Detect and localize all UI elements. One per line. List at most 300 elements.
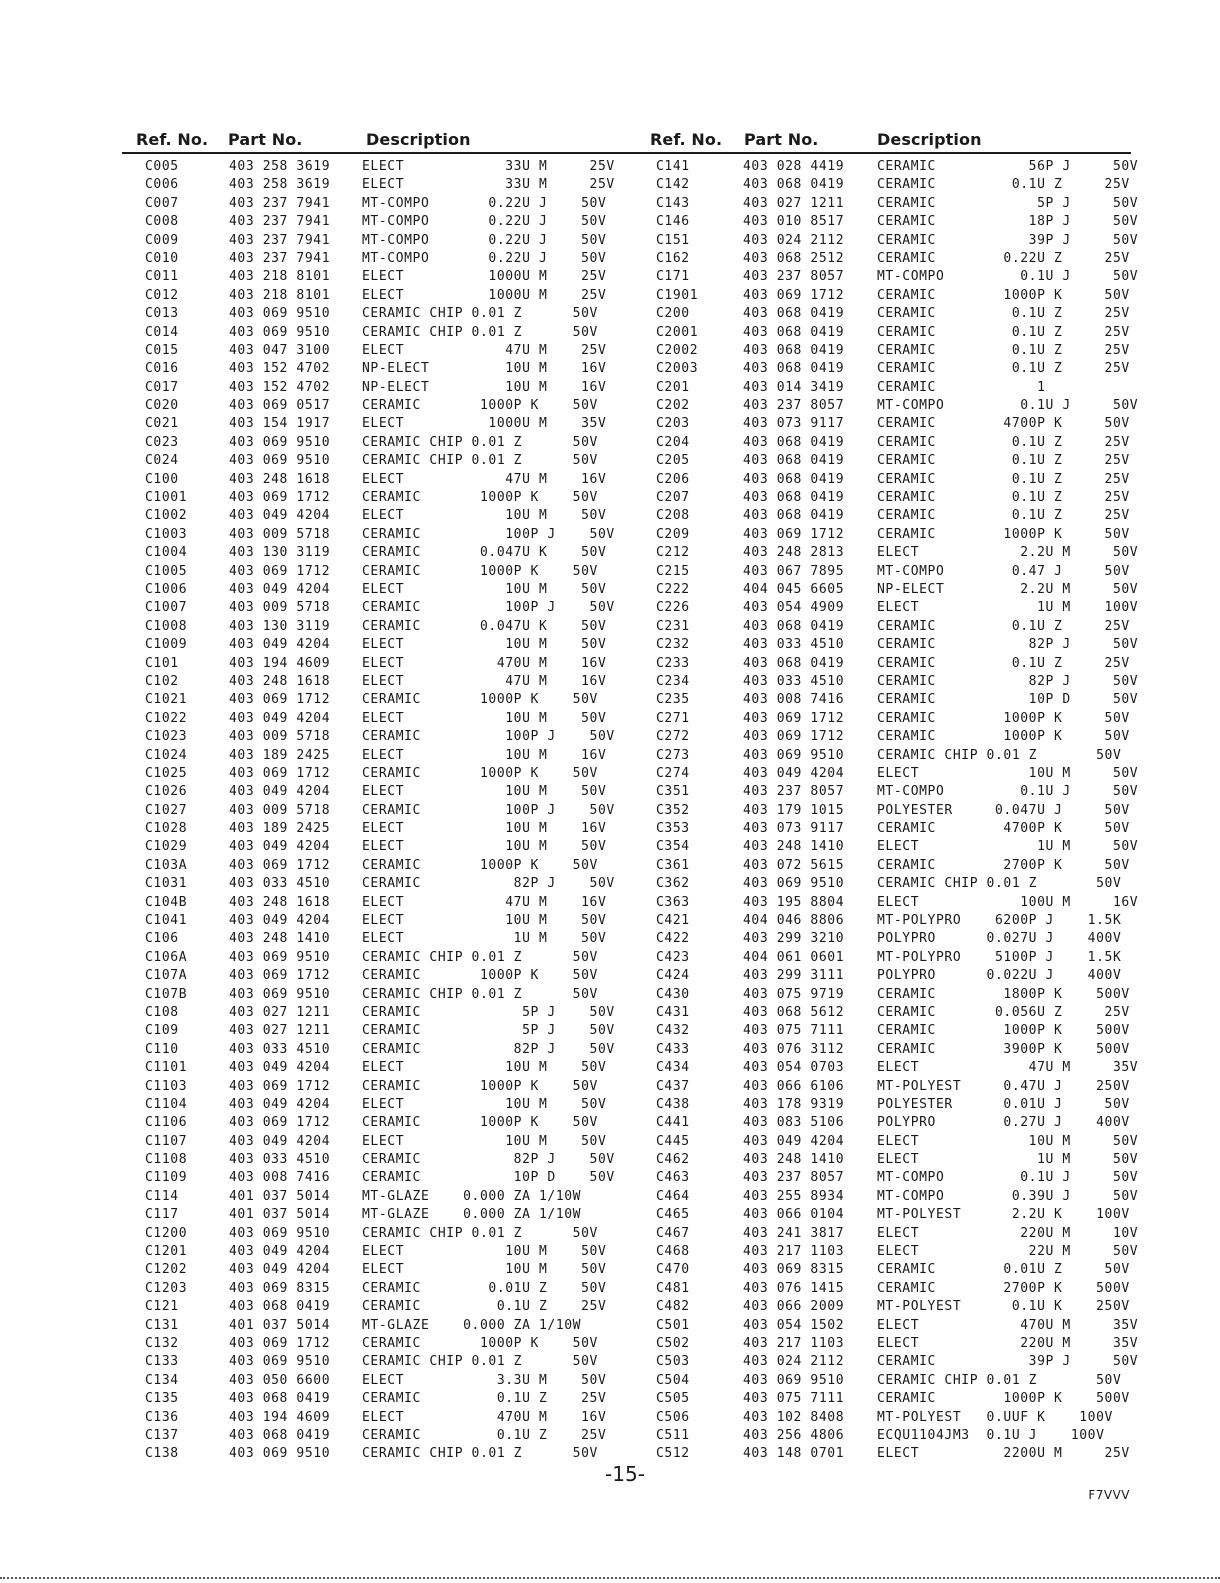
ref-no-cell: C134 bbox=[145, 1372, 179, 1388]
ref-no-cell: C422 bbox=[656, 931, 690, 947]
ref-no-cell: C1001 bbox=[145, 490, 188, 506]
part-no-cell: 403 024 2112 bbox=[743, 1354, 845, 1370]
description-cell: ELECT 10U M 16V bbox=[362, 747, 607, 763]
part-no-cell: 403 068 0419 bbox=[743, 508, 845, 524]
description-cell: MT-COMPO 0.1U J 50V bbox=[877, 269, 1139, 285]
part-no-cell: 403 067 7895 bbox=[743, 563, 845, 579]
part-no-cell: 403 195 8804 bbox=[743, 894, 845, 910]
ref-no-cell: C121 bbox=[145, 1299, 179, 1315]
part-no-cell: 403 178 9319 bbox=[743, 1096, 845, 1112]
part-no-cell: 403 008 7416 bbox=[743, 692, 845, 708]
ref-no-cell: C438 bbox=[656, 1096, 690, 1112]
ref-no-cell: C465 bbox=[656, 1207, 690, 1223]
ref-no-cell: C1203 bbox=[145, 1280, 188, 1296]
ref-no-cell: C481 bbox=[656, 1280, 690, 1296]
ref-no-cell: C021 bbox=[145, 416, 179, 432]
ref-no-cell: C110 bbox=[145, 1041, 179, 1057]
description-cell: CERAMIC 1 bbox=[877, 379, 1046, 395]
part-no-cell: 401 037 5014 bbox=[229, 1207, 331, 1223]
description-cell: CERAMIC 82P J 50V bbox=[362, 876, 615, 892]
description-cell: CERAMIC 100P J 50V bbox=[362, 729, 615, 745]
description-cell: CERAMIC 5P J 50V bbox=[362, 1023, 615, 1039]
description-cell: MT-COMPO 0.22U J 50V bbox=[362, 214, 607, 230]
description-cell: MT-GLAZE 0.000 ZA 1/10W bbox=[362, 1207, 582, 1223]
description-cell: POLYESTER 0.01U J 50V bbox=[877, 1096, 1130, 1112]
part-no-cell: 403 237 8057 bbox=[743, 269, 845, 285]
description-cell: MT-COMPO 0.22U J 50V bbox=[362, 195, 607, 211]
ref-no-cell: C117 bbox=[145, 1207, 179, 1223]
part-no-cell: 403 028 4419 bbox=[743, 159, 845, 174]
part-no-cell: 403 237 7941 bbox=[229, 214, 331, 230]
description-cell: NP-ELECT 10U M 16V bbox=[362, 379, 607, 395]
description-cell: CERAMIC 0.22U Z 25V bbox=[877, 250, 1130, 266]
part-no-cell: 403 241 3817 bbox=[743, 1225, 845, 1241]
ref-no-cell: C273 bbox=[656, 747, 690, 763]
part-no-cell: 403 068 5612 bbox=[743, 1004, 845, 1020]
description-cell: CERAMIC CHIP 0.01 Z 50V bbox=[877, 876, 1122, 892]
part-no-cell: 403 069 9510 bbox=[743, 876, 845, 892]
ref-no-cell: C208 bbox=[656, 508, 690, 524]
description-cell: ELECT 10U M 50V bbox=[362, 1060, 607, 1076]
part-no-cell: 403 237 7941 bbox=[229, 195, 331, 211]
part-no-cell: 403 069 9510 bbox=[229, 434, 331, 450]
part-no-cell: 403 237 8057 bbox=[743, 784, 845, 800]
description-cell: ELECT 33U M 25V bbox=[362, 177, 615, 193]
ref-no-cell: C232 bbox=[656, 637, 690, 653]
ref-no-cell: C1006 bbox=[145, 581, 188, 597]
ref-no-cell: C2003 bbox=[656, 361, 699, 377]
ref-no-cell: C226 bbox=[656, 600, 690, 616]
part-no-cell: 403 049 4204 bbox=[229, 508, 331, 524]
description-cell: CERAMIC 1000P K 50V bbox=[362, 563, 598, 579]
ref-no-cell: C351 bbox=[656, 784, 690, 800]
ref-no-cell: C235 bbox=[656, 692, 690, 708]
part-no-cell: 403 068 0419 bbox=[229, 1427, 331, 1443]
description-cell: CERAMIC 10P D 50V bbox=[362, 1170, 615, 1186]
ref-no-cell: C421 bbox=[656, 913, 690, 929]
ref-no-cell: C274 bbox=[656, 765, 690, 781]
part-no-cell: 401 037 5014 bbox=[229, 1188, 331, 1204]
part-no-cell: 403 069 8315 bbox=[229, 1280, 331, 1296]
description-cell: ELECT 10U M 50V bbox=[362, 1133, 607, 1149]
part-no-cell: 403 009 5718 bbox=[229, 802, 331, 818]
header-rule bbox=[122, 152, 1131, 154]
description-cell: ELECT 3.3U M 50V bbox=[362, 1372, 607, 1388]
description-cell: ELECT 470U M 35V bbox=[877, 1317, 1139, 1333]
ref-no-cell: C024 bbox=[145, 453, 179, 469]
part-no-cell: 403 069 0517 bbox=[229, 398, 331, 414]
part-no-cell: 403 299 3111 bbox=[743, 968, 845, 984]
part-no-cell: 403 069 9510 bbox=[229, 306, 331, 322]
ref-no-cell: C423 bbox=[656, 949, 690, 965]
description-cell: ELECT 47U M 16V bbox=[362, 471, 607, 487]
ref-no-cell: C108 bbox=[145, 1004, 179, 1020]
part-no-cell: 403 009 5718 bbox=[229, 526, 331, 542]
ref-no-cell: C1106 bbox=[145, 1115, 188, 1131]
ref-no-cell: C009 bbox=[145, 232, 179, 248]
ref-no-cell: C271 bbox=[656, 710, 690, 726]
part-no-cell: 403 083 5106 bbox=[743, 1115, 845, 1131]
part-no-cell: 403 027 1211 bbox=[229, 1023, 331, 1039]
ref-no-cell: C114 bbox=[145, 1188, 179, 1204]
ref-no-cell: C464 bbox=[656, 1188, 690, 1204]
description-cell: CERAMIC CHIP 0.01 Z 50V bbox=[362, 949, 598, 965]
ref-no-cell: C135 bbox=[145, 1391, 179, 1407]
part-no-cell: 403 152 4702 bbox=[229, 361, 331, 377]
description-cell: CERAMIC 0.1U Z 25V bbox=[877, 453, 1130, 469]
ref-no-cell: C462 bbox=[656, 1152, 690, 1168]
ref-no-cell: C1024 bbox=[145, 747, 188, 763]
description-cell: CERAMIC 1000P K 50V bbox=[362, 1336, 598, 1351]
part-no-cell: 403 027 1211 bbox=[743, 195, 845, 211]
description-cell: CERAMIC 3900P K 500V bbox=[877, 1041, 1130, 1057]
description-cell: MT-COMPO 0.1U J 50V bbox=[877, 398, 1139, 414]
ref-no-cell: C424 bbox=[656, 968, 690, 984]
ref-no-cell: C1005 bbox=[145, 563, 188, 579]
ref-no-cell: C431 bbox=[656, 1004, 690, 1020]
description-cell: CERAMIC CHIP 0.01 Z 50V bbox=[362, 1446, 598, 1462]
ref-no-cell: C212 bbox=[656, 545, 690, 561]
ref-no-cell: C1202 bbox=[145, 1262, 188, 1278]
part-no-cell: 403 069 1712 bbox=[229, 1078, 331, 1094]
description-cell: CERAMIC 1000P K 50V bbox=[877, 287, 1130, 303]
ref-no-cell: C1109 bbox=[145, 1170, 188, 1186]
part-no-cell: 403 010 8517 bbox=[743, 214, 845, 230]
ref-no-cell: C011 bbox=[145, 269, 179, 285]
ref-no-cell: C138 bbox=[145, 1446, 179, 1462]
model-code: F7VVV bbox=[1088, 1488, 1130, 1502]
ref-no-cell: C354 bbox=[656, 839, 690, 855]
ref-no-cell: C1029 bbox=[145, 839, 188, 855]
ref-no-cell: C506 bbox=[656, 1409, 690, 1425]
description-cell: ELECT 22U M 50V bbox=[877, 1244, 1139, 1260]
part-no-cell: 403 068 2512 bbox=[743, 250, 845, 266]
part-no-cell: 403 049 4204 bbox=[229, 839, 331, 855]
part-no-cell: 403 069 9510 bbox=[229, 949, 331, 965]
description-cell: CERAMIC 5P J 50V bbox=[877, 195, 1139, 211]
description-cell: MT-GLAZE 0.000 ZA 1/10W bbox=[362, 1188, 582, 1204]
description-cell: CERAMIC 0.1U Z 25V bbox=[877, 361, 1130, 377]
description-cell: NP-ELECT 10U M 16V bbox=[362, 361, 607, 377]
header-part-no-left: Part No. bbox=[228, 130, 303, 149]
part-no-cell: 403 069 1712 bbox=[743, 526, 845, 542]
part-no-cell: 403 069 8315 bbox=[743, 1262, 845, 1278]
part-no-cell: 403 069 9510 bbox=[229, 1446, 331, 1462]
description-cell: ELECT 1000U M 25V bbox=[362, 269, 607, 285]
description-cell: CERAMIC CHIP 0.01 Z 50V bbox=[362, 1225, 598, 1241]
ref-no-cell: C106A bbox=[145, 949, 188, 965]
part-no-cell: 403 054 1502 bbox=[743, 1317, 845, 1333]
description-cell: CERAMIC 0.1U Z 25V bbox=[877, 618, 1130, 634]
ref-no-cell: C222 bbox=[656, 581, 690, 597]
part-no-cell: 403 130 3119 bbox=[229, 618, 331, 634]
description-cell: MT-POLYEST 0.1U K 250V bbox=[877, 1299, 1130, 1315]
ref-no-cell: C1004 bbox=[145, 545, 188, 561]
description-cell: CERAMIC 18P J 50V bbox=[877, 214, 1139, 230]
part-no-cell: 403 009 5718 bbox=[229, 600, 331, 616]
description-cell: POLYPRO 0.27U J 400V bbox=[877, 1115, 1130, 1131]
description-cell: ELECT 10U M 50V bbox=[877, 1133, 1139, 1149]
ref-no-cell: C006 bbox=[145, 177, 179, 193]
part-no-cell: 403 189 2425 bbox=[229, 821, 331, 837]
description-cell: ELECT 100U M 16V bbox=[877, 894, 1139, 910]
ref-no-cell: C141 bbox=[656, 159, 690, 174]
description-cell: MT-POLYEST 2.2U K 100V bbox=[877, 1207, 1130, 1223]
part-no-cell: 403 217 1103 bbox=[743, 1336, 845, 1351]
part-no-cell: 403 258 3619 bbox=[229, 159, 331, 174]
part-no-cell: 403 069 9510 bbox=[229, 324, 331, 340]
description-cell: MT-COMPO 0.47 J 50V bbox=[877, 563, 1130, 579]
part-no-cell: 403 068 0419 bbox=[743, 490, 845, 506]
description-cell: MT-GLAZE 0.000 ZA 1/10W bbox=[362, 1317, 582, 1333]
part-no-cell: 403 033 4510 bbox=[229, 1041, 331, 1057]
description-cell: CERAMIC 2700P K 50V bbox=[877, 857, 1130, 873]
ref-no-cell: C1101 bbox=[145, 1060, 188, 1076]
part-no-cell: 403 217 1103 bbox=[743, 1244, 845, 1260]
part-no-cell: 403 069 1712 bbox=[229, 1115, 331, 1131]
description-cell: ELECT 10U M 50V bbox=[362, 710, 607, 726]
part-no-cell: 403 194 4609 bbox=[229, 655, 331, 671]
ref-no-cell: C1008 bbox=[145, 618, 188, 634]
part-no-cell: 403 069 1712 bbox=[229, 1336, 331, 1351]
part-no-cell: 403 076 1415 bbox=[743, 1280, 845, 1296]
part-no-cell: 403 049 4204 bbox=[229, 784, 331, 800]
part-no-cell: 403 033 4510 bbox=[229, 876, 331, 892]
description-cell: CERAMIC CHIP 0.01 Z 50V bbox=[877, 747, 1122, 763]
part-no-cell: 403 069 1712 bbox=[229, 563, 331, 579]
ref-no-cell: C1009 bbox=[145, 637, 188, 653]
description-cell: CERAMIC 39P J 50V bbox=[877, 232, 1139, 248]
ref-no-cell: C215 bbox=[656, 563, 690, 579]
ref-no-cell: C106 bbox=[145, 931, 179, 947]
ref-no-cell: C151 bbox=[656, 232, 690, 248]
description-cell: CERAMIC 1000P K 50V bbox=[877, 710, 1130, 726]
part-no-cell: 403 068 0419 bbox=[229, 1299, 331, 1315]
part-no-cell: 403 068 0419 bbox=[743, 655, 845, 671]
ref-no-cell: C445 bbox=[656, 1133, 690, 1149]
ref-no-cell: C1002 bbox=[145, 508, 188, 524]
description-cell: CERAMIC 39P J 50V bbox=[877, 1354, 1139, 1370]
part-no-cell: 403 068 0419 bbox=[743, 361, 845, 377]
part-no-cell: 403 248 1618 bbox=[229, 673, 331, 689]
part-no-cell: 403 075 7111 bbox=[743, 1023, 845, 1039]
part-no-cell: 403 069 1712 bbox=[229, 490, 331, 506]
part-no-cell: 404 046 8806 bbox=[743, 913, 845, 929]
ref-no-cell: C100 bbox=[145, 471, 179, 487]
description-cell: CERAMIC 1000P K 50V bbox=[362, 398, 598, 414]
header-ref-no-left: Ref. No. bbox=[136, 130, 209, 149]
part-no-cell: 403 237 8057 bbox=[743, 1170, 845, 1186]
part-no-cell: 403 024 2112 bbox=[743, 232, 845, 248]
ref-no-cell: C233 bbox=[656, 655, 690, 671]
part-no-cell: 403 068 0419 bbox=[743, 177, 845, 193]
description-cell: MT-COMPO 0.1U J 50V bbox=[877, 1170, 1139, 1186]
ref-no-cell: C200 bbox=[656, 306, 690, 322]
ref-no-cell: C010 bbox=[145, 250, 179, 266]
ref-no-cell: C1031 bbox=[145, 876, 188, 892]
description-cell: CERAMIC 1000P K 50V bbox=[362, 692, 598, 708]
part-no-cell: 403 069 1712 bbox=[743, 729, 845, 745]
description-cell: CERAMIC 0.1U Z 25V bbox=[877, 306, 1130, 322]
description-cell: CERAMIC 1000P K 50V bbox=[362, 490, 598, 506]
part-no-cell: 403 049 4204 bbox=[229, 1133, 331, 1149]
ref-no-cell: C205 bbox=[656, 453, 690, 469]
ref-no-cell: C512 bbox=[656, 1446, 690, 1462]
ref-no-cell: C1103 bbox=[145, 1078, 188, 1094]
part-no-cell: 403 069 9510 bbox=[229, 1354, 331, 1370]
description-cell: MT-COMPO 0.1U J 50V bbox=[877, 784, 1139, 800]
part-no-cell: 403 069 9510 bbox=[743, 747, 845, 763]
part-no-cell: 403 069 1712 bbox=[743, 710, 845, 726]
ref-no-cell: C204 bbox=[656, 434, 690, 450]
description-cell: MT-COMPO 0.22U J 50V bbox=[362, 250, 607, 266]
description-cell: CERAMIC 0.1U Z 25V bbox=[877, 655, 1130, 671]
part-no-cell: 403 049 4204 bbox=[229, 1060, 331, 1076]
ref-no-cell: C202 bbox=[656, 398, 690, 414]
ref-no-cell: C432 bbox=[656, 1023, 690, 1039]
description-cell: ELECT 10U M 50V bbox=[362, 637, 607, 653]
part-no-cell: 403 248 2813 bbox=[743, 545, 845, 561]
description-cell: CERAMIC 0.1U Z 25V bbox=[877, 508, 1130, 524]
part-no-cell: 403 256 4806 bbox=[743, 1427, 845, 1443]
ref-no-cell: C463 bbox=[656, 1170, 690, 1186]
description-cell: CERAMIC 82P J 50V bbox=[362, 1152, 615, 1168]
part-no-cell: 403 255 8934 bbox=[743, 1188, 845, 1204]
part-no-cell: 403 069 9510 bbox=[229, 986, 331, 1002]
description-cell: CERAMIC 82P J 50V bbox=[877, 673, 1139, 689]
part-no-cell: 403 248 1618 bbox=[229, 471, 331, 487]
ref-no-cell: C1041 bbox=[145, 913, 188, 929]
description-cell: ELECT 10U M 50V bbox=[877, 765, 1139, 781]
ref-no-cell: C1022 bbox=[145, 710, 188, 726]
ref-no-cell: C023 bbox=[145, 434, 179, 450]
ref-no-cell: C430 bbox=[656, 986, 690, 1002]
description-cell: ELECT 470U M 16V bbox=[362, 655, 607, 671]
part-no-cell: 403 049 4204 bbox=[229, 1244, 331, 1260]
bottom-edge-divider bbox=[0, 1577, 1220, 1579]
ref-no-cell: C363 bbox=[656, 894, 690, 910]
ref-no-cell: C016 bbox=[145, 361, 179, 377]
part-no-cell: 403 068 0419 bbox=[229, 1391, 331, 1407]
part-no-cell: 403 152 4702 bbox=[229, 379, 331, 395]
ref-no-cell: C133 bbox=[145, 1354, 179, 1370]
description-cell: CERAMIC 0.1U Z 25V bbox=[362, 1299, 607, 1315]
ref-no-cell: C468 bbox=[656, 1244, 690, 1260]
description-cell: ELECT 10U M 16V bbox=[362, 821, 607, 837]
description-cell: MT-COMPO 0.39U J 50V bbox=[877, 1188, 1139, 1204]
part-no-cell: 403 237 7941 bbox=[229, 250, 331, 266]
description-cell: ELECT 10U M 50V bbox=[362, 581, 607, 597]
description-cell: POLYPRO 0.027U J 400V bbox=[877, 931, 1122, 947]
part-no-cell: 403 009 5718 bbox=[229, 729, 331, 745]
description-cell: CERAMIC 1000P K 500V bbox=[877, 1023, 1130, 1039]
description-cell: POLYPRO 0.022U J 400V bbox=[877, 968, 1122, 984]
part-no-cell: 403 248 1410 bbox=[229, 931, 331, 947]
ref-no-cell: C501 bbox=[656, 1317, 690, 1333]
description-cell: CERAMIC 1000P K 50V bbox=[362, 765, 598, 781]
ref-no-cell: C014 bbox=[145, 324, 179, 340]
part-no-cell: 403 054 4909 bbox=[743, 600, 845, 616]
ref-no-cell: C013 bbox=[145, 306, 179, 322]
description-cell: CERAMIC 2700P K 500V bbox=[877, 1280, 1130, 1296]
description-cell: CERAMIC 0.047U K 50V bbox=[362, 545, 607, 561]
description-cell: CERAMIC 1000P K 50V bbox=[362, 857, 598, 873]
header-part-no-right: Part No. bbox=[744, 130, 819, 149]
part-no-cell: 403 068 0419 bbox=[743, 324, 845, 340]
description-cell: CERAMIC 4700P K 50V bbox=[877, 416, 1130, 432]
page-number: -15- bbox=[605, 1462, 645, 1486]
part-no-cell: 403 049 4204 bbox=[229, 637, 331, 653]
part-no-cell: 403 218 8101 bbox=[229, 269, 331, 285]
ref-no-cell: C234 bbox=[656, 673, 690, 689]
ref-no-cell: C102 bbox=[145, 673, 179, 689]
description-cell: CERAMIC 56P J 50V bbox=[877, 159, 1139, 174]
part-no-cell: 403 054 0703 bbox=[743, 1060, 845, 1076]
description-cell: ELECT 10U M 50V bbox=[362, 913, 607, 929]
ref-no-cell: C352 bbox=[656, 802, 690, 818]
part-no-cell: 403 299 3210 bbox=[743, 931, 845, 947]
ref-no-cell: C107B bbox=[145, 986, 188, 1002]
description-cell: CERAMIC 5P J 50V bbox=[362, 1004, 615, 1020]
part-no-cell: 403 073 9117 bbox=[743, 416, 845, 432]
ref-no-cell: C103A bbox=[145, 857, 188, 873]
ref-no-cell: C361 bbox=[656, 857, 690, 873]
ref-no-cell: C2001 bbox=[656, 324, 699, 340]
part-no-cell: 403 066 0104 bbox=[743, 1207, 845, 1223]
description-cell: ELECT 220U M 35V bbox=[877, 1336, 1139, 1351]
ref-no-cell: C1026 bbox=[145, 784, 188, 800]
ref-no-cell: C107A bbox=[145, 968, 188, 984]
ref-no-cell: C1003 bbox=[145, 526, 188, 542]
ref-no-cell: C502 bbox=[656, 1336, 690, 1351]
part-no-cell: 403 130 3119 bbox=[229, 545, 331, 561]
part-no-cell: 403 008 7416 bbox=[229, 1170, 331, 1186]
ref-no-cell: C017 bbox=[145, 379, 179, 395]
description-cell: CERAMIC 1000P K 50V bbox=[362, 968, 598, 984]
ref-no-cell: C132 bbox=[145, 1336, 179, 1351]
description-cell: ELECT 10U M 50V bbox=[362, 508, 607, 524]
part-no-cell: 403 066 6106 bbox=[743, 1078, 845, 1094]
part-no-cell: 403 069 9510 bbox=[743, 1372, 845, 1388]
part-no-cell: 403 248 1618 bbox=[229, 894, 331, 910]
header-ref-no-right: Ref. No. bbox=[650, 130, 723, 149]
ref-no-cell: C136 bbox=[145, 1409, 179, 1425]
description-cell: CERAMIC CHIP 0.01 Z 50V bbox=[362, 324, 598, 340]
ref-no-cell: C1104 bbox=[145, 1096, 188, 1112]
ref-no-cell: C020 bbox=[145, 398, 179, 414]
description-cell: CERAMIC 1800P K 500V bbox=[877, 986, 1130, 1002]
ref-no-cell: C433 bbox=[656, 1041, 690, 1057]
ref-no-cell: C203 bbox=[656, 416, 690, 432]
part-no-cell: 403 102 8408 bbox=[743, 1409, 845, 1425]
description-cell: ELECT 470U M 16V bbox=[362, 1409, 607, 1425]
description-cell: ELECT 1U M 50V bbox=[877, 1152, 1139, 1168]
part-no-cell: 403 049 4204 bbox=[229, 913, 331, 929]
ref-no-cell: C1027 bbox=[145, 802, 188, 818]
description-cell: ELECT 10U M 50V bbox=[362, 1096, 607, 1112]
part-no-cell: 403 148 0701 bbox=[743, 1446, 845, 1462]
description-cell: ELECT 10U M 50V bbox=[362, 1262, 607, 1278]
description-cell: CERAMIC 100P J 50V bbox=[362, 802, 615, 818]
description-cell: ELECT 1U M 100V bbox=[877, 600, 1139, 616]
part-no-cell: 403 218 8101 bbox=[229, 287, 331, 303]
ref-no-cell: C131 bbox=[145, 1317, 179, 1333]
description-cell: CERAMIC 0.1U Z 25V bbox=[877, 490, 1130, 506]
description-cell: CERAMIC CHIP 0.01 Z 50V bbox=[362, 306, 598, 322]
ref-no-cell: C206 bbox=[656, 471, 690, 487]
description-cell: NP-ELECT 2.2U M 50V bbox=[877, 581, 1139, 597]
part-no-cell: 403 069 1712 bbox=[229, 968, 331, 984]
